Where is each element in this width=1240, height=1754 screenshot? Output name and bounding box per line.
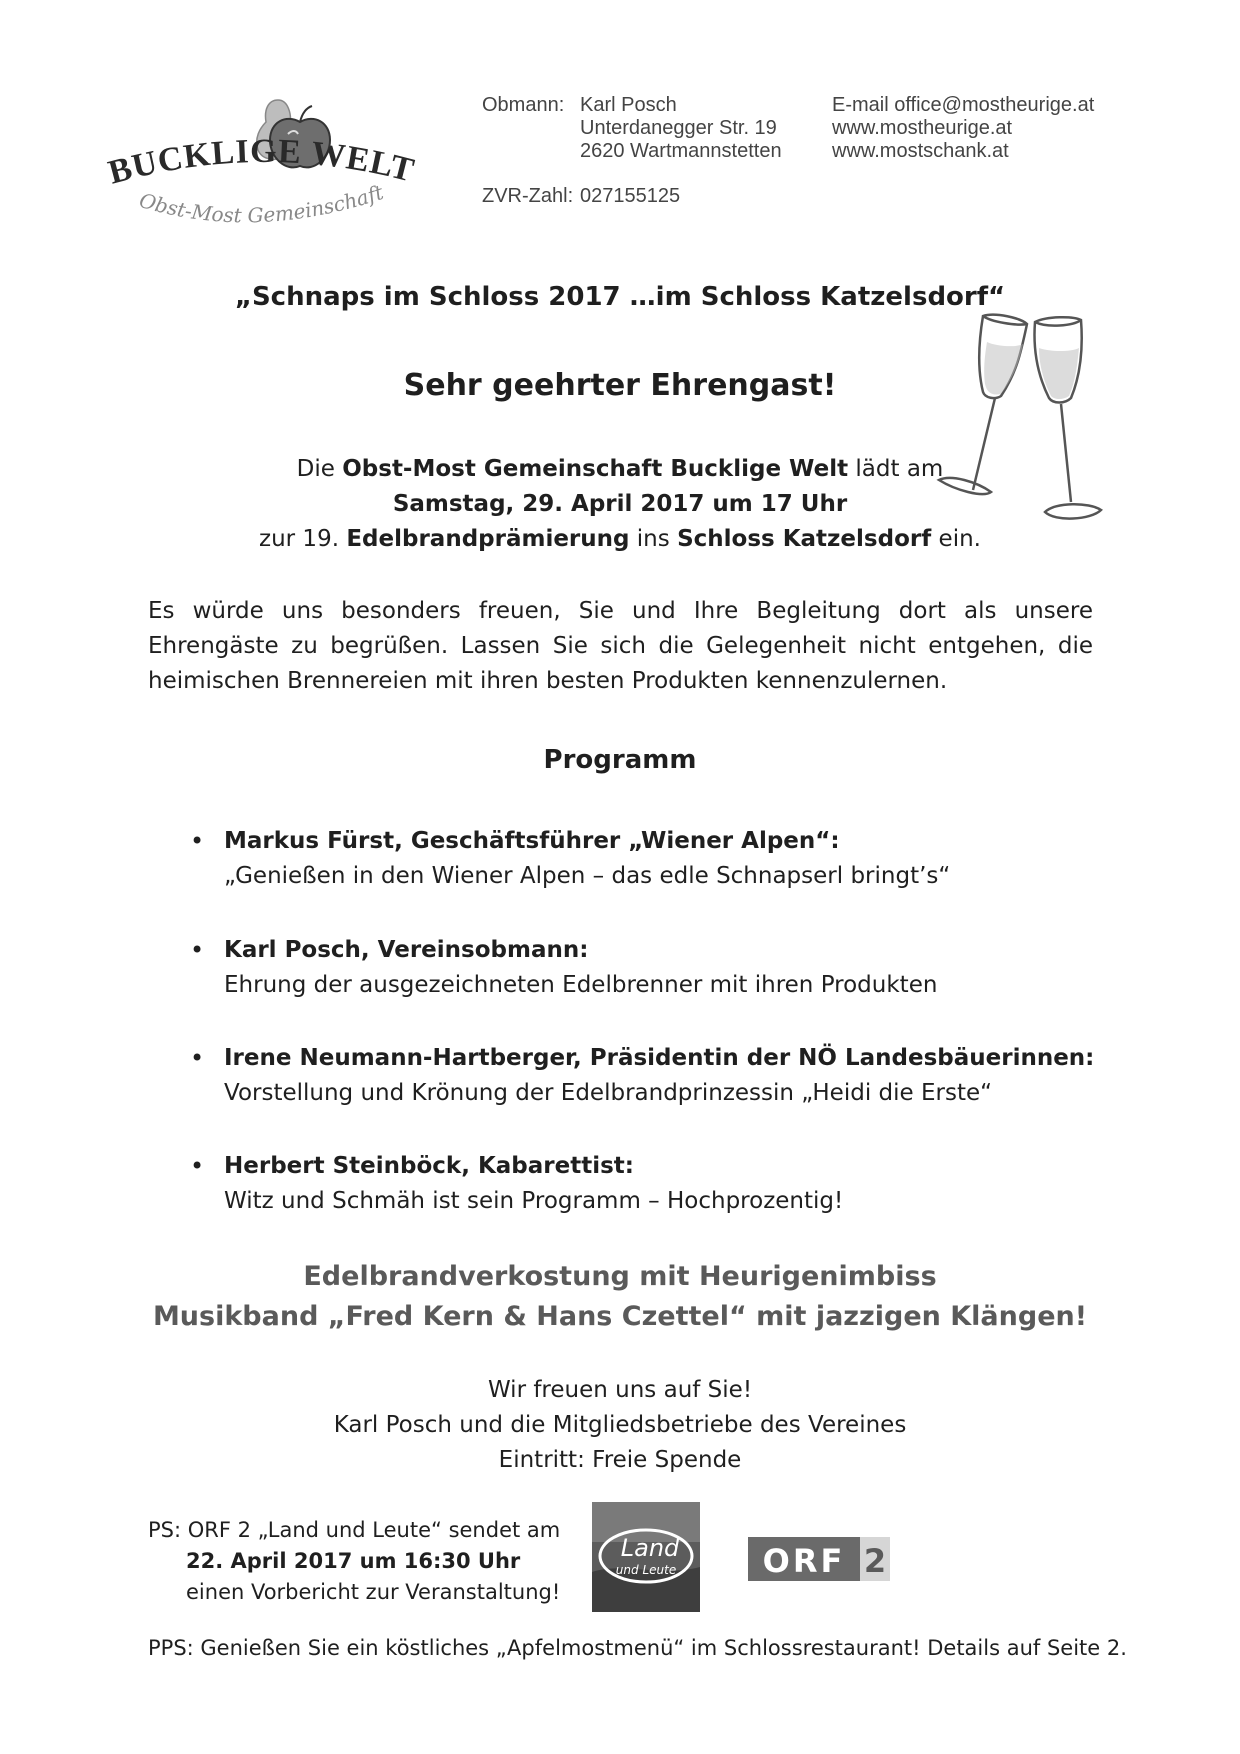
program-item: [190, 824, 1130, 894]
broadcast-date: 22. April 2017 um 16:30 Uhr: [186, 1549, 521, 1573]
orf-number: 2: [863, 1542, 887, 1580]
svg-text:Obst-Most Gemeinschaft: [137, 180, 388, 228]
logo-title-text: BUCKLIGE WELT: [104, 132, 419, 192]
obmann-street: Unterdanegger Str. 19: [580, 117, 777, 139]
ps-line-1: PS: ORF 2 „Land und Leute“ sendet am: [148, 1518, 561, 1542]
logo-subtitle-text: Obst-Most Gemeinschaft: [136, 179, 387, 228]
program-item: [190, 1149, 1130, 1219]
program-item-title: Herbert Steinböck, Kabarettist:: [224, 1153, 634, 1179]
program-item-desc: „Genießen in den Wiener Alpen – das edle Schnapserl bringt’s“: [224, 863, 951, 889]
orf-text: ORF: [762, 1542, 846, 1580]
program-item-desc: Witz und Schmäh ist sein Programm – Hochprozentig!: [224, 1188, 844, 1214]
zvr-number: 027155125: [580, 185, 681, 207]
zvr-label: ZVR-Zahl:: [482, 185, 574, 207]
ps-note: [148, 1515, 578, 1608]
obmann-label: Obmann:: [482, 94, 565, 116]
program-item-desc: Vorstellung und Krönung der Edelbrandprinzessin „Heidi die Erste“: [224, 1080, 993, 1106]
program-item-desc: Ehrung der ausgezeichneten Edelbrenner mit ihren Produkten: [224, 972, 938, 998]
land-logo-text: Land: [620, 1534, 680, 1562]
program-item: [190, 933, 1130, 1003]
invitation-line-3: [0, 522, 1240, 557]
event-title: „Schnaps im Schloss 2017 …im Schloss Katzelsdorf“: [234, 282, 1006, 312]
invitation-line-3-post: ein.: [931, 526, 981, 552]
contact-block: [832, 94, 1094, 163]
orf2-logo: [748, 1535, 890, 1585]
event-venue: Schloss Katzelsdorf: [677, 526, 932, 552]
entry-fee: Eintritt: Freie Spende: [498, 1447, 742, 1473]
ps-line-3: einen Vorbericht zur Veranstaltung!: [186, 1580, 561, 1604]
event-name: Edelbrandprämierung: [346, 526, 630, 552]
program-item-title: Irene Neumann-Hartberger, Präsidentin der NÖ Landesbäuerinnen:: [224, 1045, 1095, 1071]
bullet-icon: •: [190, 827, 205, 855]
greeting-heading: Sehr geehrter Ehrengast!: [403, 368, 837, 403]
invitation-line-3-pre: zur 19.: [259, 526, 347, 552]
bullet-icon: •: [190, 1152, 205, 1180]
land-und-leute-logo: [592, 1502, 700, 1612]
closing-signature: Karl Posch und die Mitgliedsbetriebe des Vereines: [333, 1412, 907, 1438]
website-link-1[interactable]: www.mostheurige.at: [832, 117, 1013, 139]
invitation-line-1: [0, 452, 1240, 487]
email-text: E-mail office@mostheurige.at: [832, 94, 1095, 116]
bucklige-welt-logo: [100, 88, 430, 258]
website-link-2[interactable]: www.mostschank.at: [832, 140, 1009, 162]
music-highlight: Musikband „Fred Kern & Hans Czettel“ mit jazzigen Klängen!: [152, 1301, 1088, 1332]
invitation-line-1-post: lädt am: [848, 456, 944, 482]
organization-name: Obst-Most Gemeinschaft Bucklige Welt: [342, 456, 849, 482]
invitation-line-3-mid: ins: [629, 526, 678, 552]
program-item: [190, 1041, 1130, 1111]
obmann-city: 2620 Wartmannstetten: [580, 140, 782, 162]
closing-line: Wir freuen uns auf Sie!: [487, 1377, 753, 1403]
bullet-icon: •: [190, 936, 205, 964]
bullet-icon: •: [190, 1044, 205, 1072]
pps-note: PPS: Genießen Sie ein köstliches „Apfelmostmenü“ im Schlossrestaurant! Details auf Seite 2.: [148, 1636, 1127, 1660]
event-date: Samstag, 29. April 2017 um 17 Uhr: [392, 491, 848, 517]
intro-paragraph: Es würde uns besonders freuen, Sie und Ihre Begleitung dort als unsere Ehrengäste zu begrüßen. Lassen Sie sich die Gelegenheit nicht entgehen, die heimischen Brennereien mit ihren besten Produkten kennenzulernen.: [148, 598, 1093, 694]
program-item-title: Markus Fürst, Geschäftsführer „Wiener Alpen“:: [224, 828, 840, 854]
program-item-title: Karl Posch, Vereinsobmann:: [224, 937, 589, 963]
obmann-address: [580, 94, 782, 163]
land-logo-subtext: und Leute: [615, 1563, 677, 1577]
obmann-name: Karl Posch: [580, 94, 677, 116]
invitation-line-1-pre: Die: [296, 456, 343, 482]
tasting-highlight: Edelbrandverkostung mit Heurigenimbiss: [303, 1261, 937, 1292]
program-heading: Programm: [543, 745, 697, 775]
